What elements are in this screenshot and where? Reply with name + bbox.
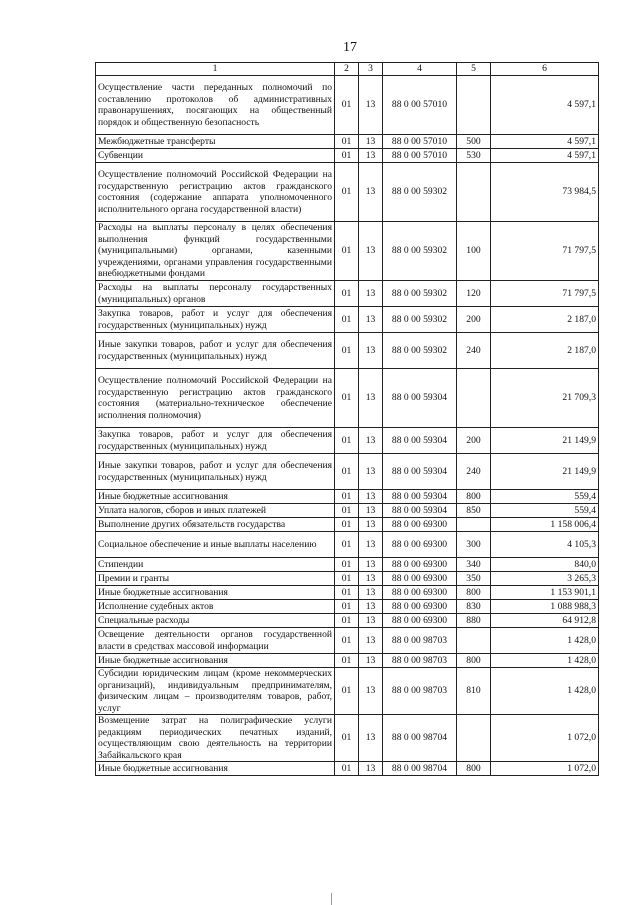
row-name: Возмещение затрат на полиграфические услуги редакциям периодических печатных изданий, осуществляющим свою деятельность на территории Забайкальского края (96, 715, 335, 762)
row-target-article: 88 0 00 57010 (383, 76, 457, 135)
row-name: Уплата налогов, сборов и иных платежей (96, 504, 335, 518)
row-amount: 1 428,0 (491, 668, 599, 715)
row-expense-type: 240 (457, 454, 491, 490)
row-amount: 1 088 988,3 (491, 600, 599, 614)
row-expense-type: 880 (457, 614, 491, 628)
row-target-article: 88 0 00 98703 (383, 668, 457, 715)
row-name: Иные бюджетные ассигнования (96, 490, 335, 504)
row-subsection: 13 (359, 572, 383, 586)
row-expense-type: 200 (457, 428, 491, 454)
row-target-article: 88 0 00 59302 (383, 333, 457, 369)
row-target-article: 88 0 00 59304 (383, 369, 457, 428)
row-target-article: 88 0 00 59302 (383, 281, 457, 307)
row-expense-type (457, 163, 491, 222)
row-subsection: 13 (359, 307, 383, 333)
row-subsection: 13 (359, 428, 383, 454)
row-section: 01 (335, 668, 359, 715)
row-name: Специальные расходы (96, 614, 335, 628)
row-subsection: 13 (359, 600, 383, 614)
row-subsection: 13 (359, 281, 383, 307)
row-section: 01 (335, 281, 359, 307)
row-subsection: 13 (359, 614, 383, 628)
row-expense-type: 850 (457, 504, 491, 518)
table-row (96, 428, 599, 454)
table-row (96, 281, 599, 307)
row-amount: 559,4 (491, 504, 599, 518)
row-subsection: 13 (359, 76, 383, 135)
table-row (96, 490, 599, 504)
row-amount: 1 428,0 (491, 654, 599, 668)
row-name: Иные закупки товаров, работ и услуг для обеспечения государственных (муниципальных) нужд (96, 333, 335, 369)
table-row (96, 532, 599, 558)
row-amount: 1 153 901,1 (491, 586, 599, 600)
scan-mark (331, 893, 332, 905)
row-section: 01 (335, 586, 359, 600)
header-col-6: 6 (491, 63, 599, 76)
row-subsection: 13 (359, 518, 383, 532)
row-amount: 21 149,9 (491, 454, 599, 490)
row-target-article: 88 0 00 57010 (383, 149, 457, 163)
row-target-article: 88 0 00 59302 (383, 163, 457, 222)
row-target-article: 88 0 00 98704 (383, 715, 457, 762)
row-target-article: 88 0 00 59304 (383, 504, 457, 518)
row-section: 01 (335, 614, 359, 628)
row-section: 01 (335, 654, 359, 668)
row-name: Стипендии (96, 558, 335, 572)
header-row (96, 63, 599, 76)
row-expense-type: 830 (457, 600, 491, 614)
table-row (96, 558, 599, 572)
row-section: 01 (335, 504, 359, 518)
row-amount: 840,0 (491, 558, 599, 572)
row-subsection: 13 (359, 668, 383, 715)
table-row (96, 504, 599, 518)
table-row (96, 307, 599, 333)
row-subsection: 13 (359, 762, 383, 776)
row-name: Премии и гранты (96, 572, 335, 586)
row-target-article: 88 0 00 98703 (383, 654, 457, 668)
row-section: 01 (335, 149, 359, 163)
row-section: 01 (335, 532, 359, 558)
row-expense-type: 200 (457, 307, 491, 333)
row-section: 01 (335, 518, 359, 532)
row-expense-type: 340 (457, 558, 491, 572)
row-target-article: 88 0 00 69300 (383, 532, 457, 558)
row-expense-type (457, 628, 491, 654)
table-body (96, 76, 599, 776)
row-amount: 2 187,0 (491, 333, 599, 369)
table-row (96, 572, 599, 586)
row-amount: 71 797,5 (491, 222, 599, 281)
row-subsection: 13 (359, 333, 383, 369)
row-section: 01 (335, 600, 359, 614)
row-amount: 3 265,3 (491, 572, 599, 586)
row-amount: 71 797,5 (491, 281, 599, 307)
table-row (96, 222, 599, 281)
row-target-article: 88 0 00 98703 (383, 628, 457, 654)
row-expense-type (457, 76, 491, 135)
row-amount: 1 158 006,4 (491, 518, 599, 532)
table-row (96, 668, 599, 715)
row-expense-type: 120 (457, 281, 491, 307)
budget-table (95, 62, 599, 776)
row-subsection: 13 (359, 558, 383, 572)
row-name: Осуществление части переданных полномочий по составлению протоколов об административных правонарушениях, посягающих на общественный порядок и общественную безопасность (96, 76, 335, 135)
row-name: Иные бюджетные ассигнования (96, 586, 335, 600)
row-amount: 2 187,0 (491, 307, 599, 333)
header-col-4: 4 (383, 63, 457, 76)
row-subsection: 13 (359, 163, 383, 222)
header-col-3: 3 (359, 63, 383, 76)
row-name: Осуществление полномочий Российской Федерации на государственную регистрацию актов гражданского состояния (материально-техническое обеспечение исполнения полномочия) (96, 369, 335, 428)
row-expense-type: 530 (457, 149, 491, 163)
row-target-article: 88 0 00 59302 (383, 307, 457, 333)
row-target-article: 88 0 00 69300 (383, 558, 457, 572)
table-row (96, 333, 599, 369)
row-expense-type: 240 (457, 333, 491, 369)
row-amount: 1 072,0 (491, 715, 599, 762)
row-section: 01 (335, 333, 359, 369)
row-expense-type: 800 (457, 490, 491, 504)
table-row (96, 600, 599, 614)
row-expense-type: 800 (457, 762, 491, 776)
page-number: 17 (343, 40, 357, 55)
row-subsection: 13 (359, 454, 383, 490)
table-row (96, 654, 599, 668)
row-section: 01 (335, 222, 359, 281)
row-expense-type: 810 (457, 668, 491, 715)
table-row (96, 715, 599, 762)
row-name: Расходы на выплаты персоналу государственных (муниципальных) органов (96, 281, 335, 307)
row-name: Расходы на выплаты персоналу в целях обеспечения выполнения функций государственными (муниципальными) органами, казенными учреждениями, органами управления государственными внебюджетными фондами (96, 222, 335, 281)
row-amount: 4 597,1 (491, 76, 599, 135)
row-expense-type: 350 (457, 572, 491, 586)
row-section: 01 (335, 558, 359, 572)
row-subsection: 13 (359, 222, 383, 281)
row-target-article: 88 0 00 69300 (383, 518, 457, 532)
row-amount: 1 428,0 (491, 628, 599, 654)
row-target-article: 88 0 00 69300 (383, 614, 457, 628)
row-expense-type (457, 715, 491, 762)
row-subsection: 13 (359, 586, 383, 600)
row-name: Межбюджетные трансферты (96, 135, 335, 149)
row-target-article: 88 0 00 59302 (383, 222, 457, 281)
row-amount: 4 597,1 (491, 149, 599, 163)
row-section: 01 (335, 428, 359, 454)
row-section: 01 (335, 454, 359, 490)
row-name: Иные бюджетные ассигнования (96, 762, 335, 776)
table-row (96, 518, 599, 532)
row-name: Иные бюджетные ассигнования (96, 654, 335, 668)
row-target-article: 88 0 00 69300 (383, 600, 457, 614)
row-target-article: 88 0 00 59304 (383, 490, 457, 504)
row-section: 01 (335, 76, 359, 135)
header-col-5: 5 (457, 63, 491, 76)
row-amount: 21 149,9 (491, 428, 599, 454)
row-expense-type (457, 369, 491, 428)
row-subsection: 13 (359, 135, 383, 149)
row-name: Осуществление полномочий Российской Федерации на государственную регистрацию актов гражданского состояния (содержание аппарата уполномоченного исполнительного органа государственной власти) (96, 163, 335, 222)
row-subsection: 13 (359, 628, 383, 654)
row-section: 01 (335, 369, 359, 428)
row-expense-type: 500 (457, 135, 491, 149)
row-section: 01 (335, 490, 359, 504)
row-amount: 4 597,1 (491, 135, 599, 149)
row-subsection: 13 (359, 490, 383, 504)
row-subsection: 13 (359, 532, 383, 558)
row-amount: 559,4 (491, 490, 599, 504)
row-name: Социальное обеспечение и иные выплаты населению (96, 532, 335, 558)
row-amount: 4 105,3 (491, 532, 599, 558)
row-amount: 73 984,5 (491, 163, 599, 222)
table-row (96, 163, 599, 222)
row-subsection: 13 (359, 715, 383, 762)
row-subsection: 13 (359, 149, 383, 163)
row-section: 01 (335, 307, 359, 333)
row-target-article: 88 0 00 98704 (383, 762, 457, 776)
row-target-article: 88 0 00 59304 (383, 454, 457, 490)
table-row (96, 614, 599, 628)
row-name: Закупка товаров, работ и услуг для обеспечения государственных (муниципальных) нужд (96, 307, 335, 333)
table-row (96, 135, 599, 149)
row-section: 01 (335, 163, 359, 222)
row-name: Выполнение других обязательств государства (96, 518, 335, 532)
table-row (96, 762, 599, 776)
row-expense-type: 800 (457, 654, 491, 668)
row-subsection: 13 (359, 369, 383, 428)
row-section: 01 (335, 135, 359, 149)
row-expense-type: 100 (457, 222, 491, 281)
row-name: Закупка товаров, работ и услуг для обеспечения государственных (муниципальных) нужд (96, 428, 335, 454)
row-target-article: 88 0 00 69300 (383, 572, 457, 586)
row-name: Освещение деятельности органов государственной власти в средствах массовой информации (96, 628, 335, 654)
header-col-2: 2 (335, 63, 359, 76)
row-section: 01 (335, 715, 359, 762)
row-name: Иные закупки товаров, работ и услуг для обеспечения государственных (муниципальных) нужд (96, 454, 335, 490)
row-target-article: 88 0 00 69300 (383, 586, 457, 600)
row-name: Исполнение судебных актов (96, 600, 335, 614)
row-name: Субсидии юридическим лицам (кроме некоммерческих организаций), индивидуальным предпринимателям, физическим лицам – производителям товаров, работ, услуг (96, 668, 335, 715)
row-amount: 64 912,8 (491, 614, 599, 628)
row-expense-type: 800 (457, 586, 491, 600)
table-row (96, 628, 599, 654)
row-section: 01 (335, 762, 359, 776)
row-amount: 1 072,0 (491, 762, 599, 776)
row-section: 01 (335, 572, 359, 586)
table-row (96, 369, 599, 428)
row-amount: 21 709,3 (491, 369, 599, 428)
row-target-article: 88 0 00 57010 (383, 135, 457, 149)
row-subsection: 13 (359, 504, 383, 518)
table-row (96, 454, 599, 490)
row-subsection: 13 (359, 654, 383, 668)
table-row (96, 76, 599, 135)
row-expense-type: 300 (457, 532, 491, 558)
header-col-1: 1 (96, 63, 335, 76)
row-section: 01 (335, 628, 359, 654)
row-expense-type (457, 518, 491, 532)
row-name: Субвенции (96, 149, 335, 163)
table-row (96, 586, 599, 600)
row-target-article: 88 0 00 59304 (383, 428, 457, 454)
table-row (96, 149, 599, 163)
